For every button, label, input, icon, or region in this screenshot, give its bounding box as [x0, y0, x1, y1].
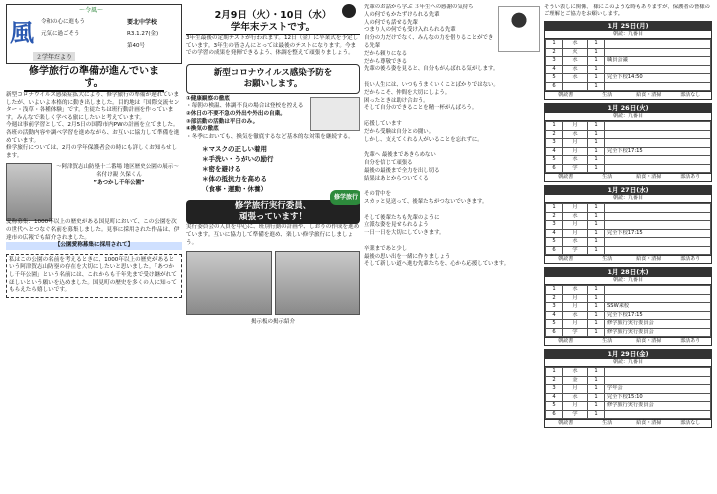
period-number: 5 — [546, 238, 563, 247]
subject: 月 — [563, 147, 588, 156]
rule-item: （食事・運動・休養） — [202, 185, 267, 194]
rule-item: ＊体の抵抗力を高める — [202, 175, 267, 184]
period-count: 1 — [588, 368, 605, 377]
period-note — [605, 82, 711, 91]
photo-caption-block — [56, 163, 182, 219]
photo-caption: 〜阿津賀志山防塁十二番場 地区歴史公園の展示〜 — [56, 164, 179, 171]
period-number: 1 — [546, 204, 563, 213]
trip-heading — [186, 194, 360, 224]
period-note — [605, 48, 711, 57]
paragraph-4: 愛称募集：1000年以上の歴史がある国見町において、この公園を次の世代へとつなぐ名前を募集しました。見事に採用された作品は、伊達市の広報でも紹介されました。 — [6, 219, 180, 241]
subject: 月 — [563, 139, 588, 148]
trip-heading-2: 頑張っています！ — [238, 212, 307, 223]
period-note — [605, 286, 711, 295]
paragraph-1: 新型コロナウイルス感染症拡大により、修学旅行の準備が遅れていましたが、いよいよ本格的に動き出しました。目的地は「国際交流センター・浅草・各種体験」です。生徒たちは班行動計画を作っています。みんなで楽しく学べる旅にしたいと考えています。 — [6, 92, 180, 121]
period-note — [605, 40, 711, 49]
period-note — [605, 376, 711, 385]
table-row — [546, 246, 711, 255]
table-row — [546, 238, 711, 247]
covid-box — [186, 64, 360, 94]
table-row — [546, 204, 711, 213]
subject: 水 — [563, 74, 588, 83]
list-item-1-sub: ・毎朝の検温、体調不良の場合は登校を控える — [186, 103, 304, 110]
subject: 水 — [563, 212, 588, 221]
period-number: 2 — [546, 376, 563, 385]
covid-title-2: お願いします。 — [243, 78, 303, 89]
period-number: 1 — [546, 40, 563, 49]
subject: 月 — [563, 303, 588, 312]
day-subheading — [545, 195, 711, 203]
headline: 修学旅行の準備が進んでいます。 — [24, 66, 164, 92]
period-note — [605, 410, 711, 419]
period-count: 1 — [588, 328, 605, 337]
photo-block — [6, 163, 182, 219]
period-note — [605, 130, 711, 139]
period-count: 1 — [588, 238, 605, 247]
period-count: 1 — [588, 204, 605, 213]
footer-cell: 朝読書 — [558, 92, 574, 98]
footer-cell: 朝読書 — [558, 420, 574, 426]
period-number: 3 — [546, 57, 563, 66]
trip-text: 実行委員会の人員を中心に、班別行動の計画や、しおりの作成を進めています。互いに協力して準備を進め、楽しい修学旅行にしましょう。 — [186, 224, 360, 246]
subject: 水 — [563, 130, 588, 139]
table-row — [546, 147, 711, 156]
period-table — [545, 203, 711, 255]
message-text: 先輩のお話から学ぶ ３年生への感謝の気持ち 人の何でもかたずけられる先輩 人の何でも話せる先輩 つまり人の何でも受け入れられる先輩 自分の力だけでなく、みんなの力を借りることができる先輩 だから頼りになる だから尊敬できる 先輩の後ろ姿を見ると、自分もがんばれる気がします。 長い人生には、いつもうまくいくことばかりではない。 だからこそ、仲間を大切にしよう。 困ったときは助け合おう。 そして自分のできることを精一杯がんばろう。 応援しています だから受験は自分との闘い。 しかし、支えてくれる人がいることを忘れずに。 先輩へ 最後まであきらめない 自分を信じて頑張る 最後の最後まで全力を出し切る 結果はあとからついてくる その背中を スカッと見送って、後輩たちがつないでいきます。 そして後輩たちも先輩のように 立派な姿を見せられるよう 一日一日を大切にしていきます。 卒業まであと少し 最後の思い出を一緒に作りましょう そして新しい道へ進む先輩たちを、心から応援しています。 — [364, 4, 510, 268]
period-number: 6 — [546, 328, 563, 337]
period-count: 1 — [588, 122, 605, 131]
photo-name-2: ”あつかし千年公園” — [93, 180, 145, 187]
period-number: 1 — [546, 122, 563, 131]
period-note: 修学旅行実行委員会 — [605, 320, 711, 329]
table-row — [546, 221, 711, 230]
morning-reading: 朝読：九番目 — [612, 113, 643, 119]
morning-reading: 朝読：九番目 — [612, 195, 643, 201]
period-count: 1 — [588, 311, 605, 320]
subject: 水 — [563, 238, 588, 247]
period-count: 1 — [588, 385, 605, 394]
period-note: 完全下校14:50 — [605, 74, 711, 83]
day-heading: 1月 26日(火) — [545, 104, 711, 113]
morning-reading: 朝読：九番目 — [612, 359, 643, 365]
day-heading: 1月 25日(月) — [545, 22, 711, 31]
period-count: 1 — [588, 221, 605, 230]
board-photo-2 — [275, 251, 361, 315]
period-note — [605, 164, 711, 173]
moon-icon — [342, 4, 356, 18]
footer-cell: 部活あり — [680, 174, 701, 180]
period-count: 1 — [588, 139, 605, 148]
subject: 水 — [563, 57, 588, 66]
table-row — [546, 311, 711, 320]
highlight-heading: 【公園愛称募集に採用されて】 — [6, 242, 182, 250]
table-row — [546, 294, 711, 303]
subject: 月 — [563, 385, 588, 394]
day-footer — [545, 91, 711, 99]
footer-cell: 給食・清掃 — [636, 338, 662, 344]
period-note — [605, 156, 711, 165]
period-note: 修学旅行実行委員会 — [605, 328, 711, 337]
period-count: 1 — [588, 164, 605, 173]
exam-text: 3年生最後の定期テストが行われます。12日（金）に卒業式を予定しています。3年生の皆さんにとっては最後のテストになります。今までの学習の成果を発揮できるよう、体調を整えて頑張りましょう。 — [186, 35, 359, 57]
day-heading: 1月 28日(木) — [545, 268, 711, 277]
masthead-motto-1: 令和の心に進もう — [41, 19, 86, 25]
period-count: 1 — [588, 286, 605, 295]
footer-cell: 生活 — [602, 338, 613, 344]
footer-cell: 朝読書 — [558, 338, 574, 344]
subject: 火 — [563, 48, 588, 57]
period-count: 1 — [588, 212, 605, 221]
table-row — [546, 40, 711, 49]
period-note: 完全下校17:15 — [605, 229, 711, 238]
table-row — [546, 82, 711, 91]
table-row — [546, 164, 711, 173]
period-count: 1 — [588, 156, 605, 165]
rule-item: ＊密を避ける — [202, 165, 241, 174]
paragraph-2: 今週は事前学習として、2月5日の国際市内PWの計画を立てました。各班の活動内容や調べ学習を進めながら、お互いに協力して準備を進めています。 — [6, 122, 180, 144]
period-count: 1 — [588, 303, 605, 312]
day-footer — [545, 419, 711, 427]
period-count: 1 — [588, 410, 605, 419]
subject: 水 — [563, 393, 588, 402]
trip-badge: 修学旅行 — [330, 190, 360, 205]
subject: 学 — [563, 328, 588, 337]
column-1 — [6, 4, 182, 490]
schedule-list — [544, 21, 712, 428]
table-row — [546, 286, 711, 295]
footer-cell: 生活 — [602, 174, 613, 180]
table-row — [546, 130, 711, 139]
period-count: 1 — [588, 246, 605, 255]
photo-name-1: 名付け親 久保くん — [96, 172, 142, 179]
period-note — [605, 368, 711, 377]
trip-heading-1: 修学旅行実行委員、 — [234, 201, 312, 212]
footer-cell: 給食・清掃 — [636, 256, 662, 262]
subject: 月 — [563, 402, 588, 411]
footer-cell: 生活 — [602, 92, 613, 98]
footer-cell: 部活なし — [680, 92, 701, 98]
subject: 月 — [563, 320, 588, 329]
period-note: 完全下校15:10 — [605, 393, 711, 402]
period-table — [545, 39, 711, 91]
footer-cell: 部活あり — [680, 338, 701, 344]
table-row — [546, 410, 711, 419]
period-note — [605, 294, 711, 303]
period-number: 1 — [546, 368, 563, 377]
day-heading: 1月 29日(金) — [545, 350, 711, 359]
day-schedule — [544, 267, 712, 346]
period-count: 1 — [588, 294, 605, 303]
day-schedule — [544, 185, 712, 264]
subject: 学 — [563, 246, 588, 255]
rule-item: ＊マスクの正しい着用 — [202, 145, 267, 154]
subject: 月 — [563, 221, 588, 230]
period-number: 3 — [546, 303, 563, 312]
poster-image — [310, 97, 360, 131]
subject: 水 — [563, 156, 588, 165]
day-footer — [545, 337, 711, 345]
period-number: 4 — [546, 393, 563, 402]
period-number: 5 — [546, 156, 563, 165]
illustration-image — [498, 6, 540, 52]
period-number: 4 — [546, 229, 563, 238]
masthead-motto-2: 元気に過ごそう — [41, 31, 80, 37]
period-note: SSW来校 — [605, 303, 711, 312]
period-note — [605, 246, 711, 255]
board-photos — [186, 251, 360, 315]
table-row — [546, 303, 711, 312]
period-number: 3 — [546, 385, 563, 394]
day-heading: 1月 27日(水) — [545, 186, 711, 195]
paragraph-3: 修学旅行については、2月の学年保護者会の時にも詳しくお知らせします。 — [6, 145, 178, 159]
subject: 水 — [563, 311, 588, 320]
day-subheading — [545, 31, 711, 39]
footer-cell: 部活なし — [680, 420, 701, 426]
subject: 学 — [563, 410, 588, 419]
morning-reading: 朝読：九番目 — [612, 277, 643, 283]
period-note: 学年会 — [605, 385, 711, 394]
exam-heading-1: 2月9日（火）・10日（水） — [214, 10, 332, 21]
period-number: 4 — [546, 311, 563, 320]
rules-list — [186, 144, 360, 194]
subject — [563, 82, 588, 91]
footer-cell: 給食・清掃 — [636, 174, 662, 180]
subject: 水 — [563, 65, 588, 74]
period-number: 3 — [546, 139, 563, 148]
list-item-4: ④換気の徹底 — [186, 126, 219, 133]
period-count: 1 — [588, 65, 605, 74]
list-item-4-sub: ・冬季においても、換気を徹底するなど基本的な対策を継続する。 — [186, 133, 354, 140]
period-number: 2 — [546, 294, 563, 303]
period-note — [605, 212, 711, 221]
issue-date: R3.1.27(金) — [127, 31, 159, 37]
table-row — [546, 139, 711, 148]
period-number: 2 — [546, 130, 563, 139]
period-note — [605, 122, 711, 131]
table-row — [546, 368, 711, 377]
footer-cell: 朝読書 — [558, 174, 574, 180]
masthead-subtitle: ～令風～ — [79, 7, 104, 14]
table-row — [546, 376, 711, 385]
period-number: 5 — [546, 74, 563, 83]
day-schedule — [544, 103, 712, 182]
period-number: 4 — [546, 65, 563, 74]
student-photo — [6, 163, 52, 221]
period-note: 職員会議 — [605, 57, 711, 66]
day-schedule — [544, 349, 712, 428]
period-count: 1 — [588, 320, 605, 329]
footer-cell: 給食・清掃 — [636, 420, 662, 426]
period-note: 修学旅行実行委員会 — [605, 402, 711, 411]
exam-heading-2: 学年末テストです。 — [186, 22, 360, 35]
morning-reading: 朝読：九番目 — [612, 31, 643, 37]
footer-cell: 部活あり — [680, 256, 701, 262]
period-number: 6 — [546, 82, 563, 91]
period-count: 1 — [588, 376, 605, 385]
list-item-3: ③部活動の活動は平日のみ。 — [186, 118, 259, 125]
period-count: 1 — [588, 402, 605, 411]
column-2 — [186, 4, 360, 490]
day-footer — [545, 255, 711, 263]
subject: 水 — [563, 286, 588, 295]
period-table — [545, 367, 711, 419]
board-photo-1 — [186, 251, 272, 315]
issue-number: 第40号 — [127, 43, 145, 49]
table-row — [546, 229, 711, 238]
period-note: 完全下校17:15 — [605, 311, 711, 320]
subject: 金 — [563, 376, 588, 385]
table-row — [546, 402, 711, 411]
period-number: 1 — [546, 286, 563, 295]
period-note — [605, 238, 711, 247]
table-row — [546, 328, 711, 337]
table-row — [546, 122, 711, 131]
footer-cell: 朝読書 — [558, 256, 574, 262]
table-row — [546, 65, 711, 74]
masthead — [6, 4, 182, 64]
subject: 水 — [563, 368, 588, 377]
period-note — [605, 221, 711, 230]
table-row — [546, 393, 711, 402]
day-subheading — [545, 113, 711, 121]
school-name: 要北中学校 — [127, 19, 158, 26]
list-item-2: ②休日の不要不急の外出や外出の自粛。 — [186, 110, 286, 117]
table-row — [546, 212, 711, 221]
table-row — [546, 385, 711, 394]
period-count: 1 — [588, 147, 605, 156]
rule-item: ＊手洗い・うがいの励行 — [202, 155, 274, 164]
table-row — [546, 48, 711, 57]
covid-title-1: 新型コロナウイルス感染予防を — [213, 67, 333, 78]
period-number: 2 — [546, 48, 563, 57]
day-subheading — [545, 277, 711, 285]
period-count: 1 — [588, 130, 605, 139]
period-count: 1 — [588, 82, 605, 91]
schedule-note: そうい表しに関係、 様にこのような時もありますが、保護者の皆様のご理解とご協力をお願いします。 — [544, 4, 710, 17]
footer-cell: 生活 — [602, 420, 613, 426]
period-note — [605, 65, 711, 74]
masthead-kanji: 風 — [10, 18, 34, 47]
column-4-schedule — [544, 4, 712, 490]
subject: 月 — [563, 204, 588, 213]
period-number: 3 — [546, 221, 563, 230]
subject: 月 — [563, 229, 588, 238]
period-count: 1 — [588, 40, 605, 49]
day-footer — [545, 173, 711, 181]
period-count: 1 — [588, 74, 605, 83]
table-row — [546, 74, 711, 83]
footer-cell: 給食・清掃 — [636, 92, 662, 98]
subject: 学 — [563, 164, 588, 173]
period-note — [605, 204, 711, 213]
period-number: 5 — [546, 320, 563, 329]
period-number: 2 — [546, 212, 563, 221]
column-3 — [364, 4, 540, 490]
period-note: 完全下校17:15 — [605, 147, 711, 156]
subject: 月 — [563, 294, 588, 303]
table-row — [546, 57, 711, 66]
grade-tag: ２学年だより — [33, 52, 75, 61]
period-table — [545, 285, 711, 337]
subject: 水 — [563, 40, 588, 49]
table-row — [546, 320, 711, 329]
period-number: 6 — [546, 410, 563, 419]
board-caption: 掲示板の掲示紹介 — [250, 319, 295, 326]
day-schedule — [544, 21, 712, 100]
period-number: 6 — [546, 164, 563, 173]
period-count: 1 — [588, 393, 605, 402]
subject: 月 — [563, 122, 588, 131]
table-row — [546, 156, 711, 165]
period-number: 5 — [546, 402, 563, 411]
period-number: 4 — [546, 147, 563, 156]
list-item-1: ①健康観察の徹底 — [186, 95, 230, 102]
period-table — [545, 121, 711, 173]
day-subheading — [545, 359, 711, 367]
period-count: 1 — [588, 229, 605, 238]
period-number: 6 — [546, 246, 563, 255]
period-count: 1 — [588, 57, 605, 66]
footer-cell: 生活 — [602, 256, 613, 262]
period-count: 1 — [588, 48, 605, 57]
period-note — [605, 139, 711, 148]
quote-box: 私はこの公園の名前を考えるときに、1000年以上の歴史があるという阿津賀志山防塁の存在を大切にしたいと思いました。「あつかし千年公園」という名前には、これからも千年先まで受け継がれてほしいという願いを込めました。国見町の歴史を多くの人に知ってもらえたら嬉しいです。 — [6, 254, 182, 298]
